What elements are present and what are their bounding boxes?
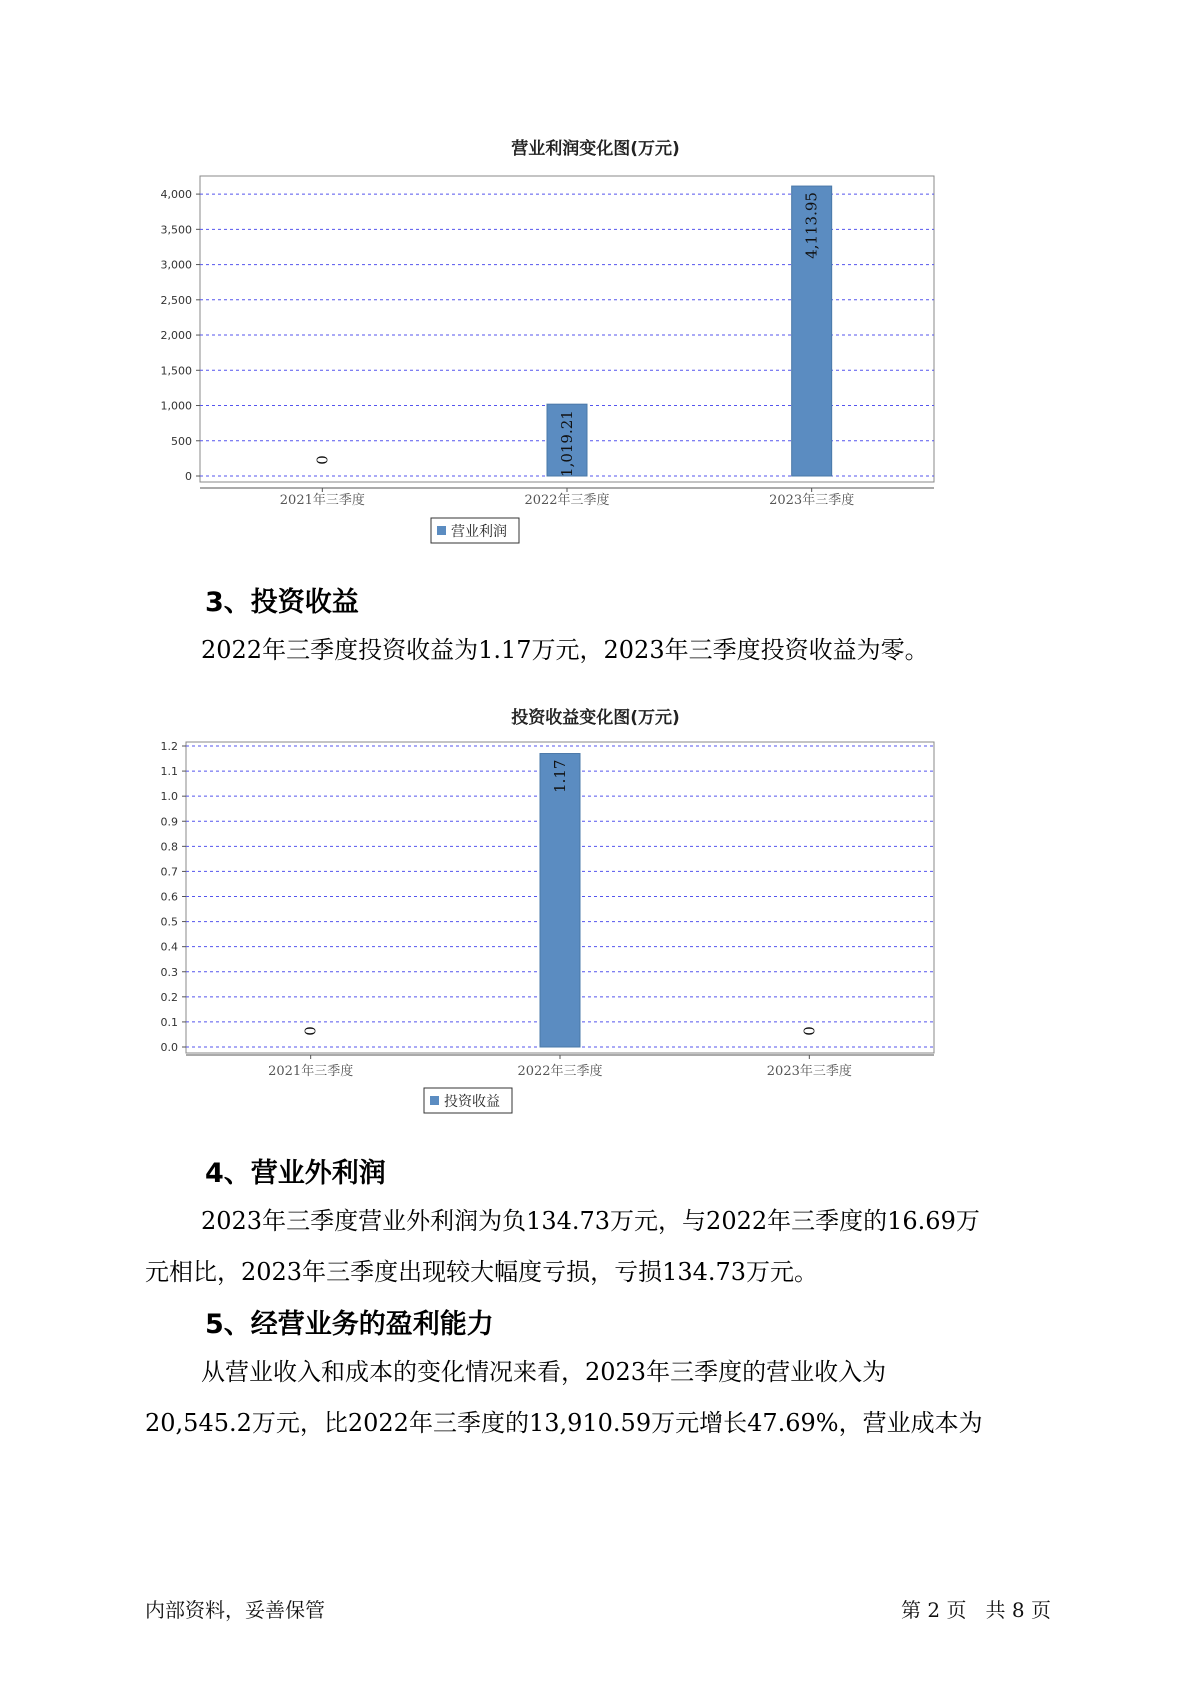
y-tick-label: 0.5: [160, 915, 178, 929]
x-tick-label: 2021年三季度: [279, 493, 365, 508]
y-tick-label: 0.2: [160, 990, 178, 1004]
footer-confidential-note: 内部资料，妥善保管: [145, 1598, 325, 1622]
y-tick-label: 0.8: [160, 840, 178, 854]
y-tick-label: 0.7: [160, 865, 178, 879]
legend-label: 营业利润: [451, 524, 507, 540]
y-tick-label: 3,500: [160, 223, 192, 237]
paragraph-line: 元相比，2023年三季度出现较大幅度亏损，亏损134.73万元。: [145, 1258, 819, 1286]
chart-title-investment-income: 投资收益变化图(万元): [511, 708, 680, 728]
section-3-heading: 3、投资收益: [205, 587, 359, 618]
x-tick-label: 2022年三季度: [517, 1064, 603, 1079]
y-tick-label: 0.4: [160, 940, 178, 954]
paragraph-line: 2022年三季度投资收益为1.17万元，2023年三季度投资收益为零。: [201, 636, 929, 664]
y-tick-label: 500: [171, 434, 192, 448]
y-tick-label: 0.0: [160, 1041, 178, 1054]
y-tick-label: 2,500: [160, 293, 192, 307]
y-tick-label: 1.1: [160, 765, 178, 779]
section-4-paragraph: [145, 1196, 1060, 1298]
y-tick-label: 0: [185, 470, 192, 483]
chart-title-operating-profit: 营业利润变化图(万元): [511, 139, 680, 159]
y-tick-label: 0.9: [160, 815, 178, 829]
y-tick-label: 1,000: [160, 399, 192, 413]
paragraph-line: 20,545.2万元，比2022年三季度的13,910.59万元增长47.69%，营业成本为: [145, 1409, 983, 1437]
operating-profit-chart: [0, 170, 1191, 590]
paragraph-line: 从营业收入和成本的变化情况来看，2023年三季度的营业收入为: [201, 1358, 887, 1386]
investment-income-chart: [0, 740, 1191, 1160]
section-3-paragraph: [145, 625, 1060, 676]
data-label: 0: [301, 1026, 320, 1036]
section-5-heading: 5、经营业务的盈利能力: [205, 1309, 494, 1340]
legend-swatch: [437, 526, 446, 535]
data-label: 0: [800, 1026, 819, 1036]
data-label: 1,019.21: [558, 410, 576, 477]
y-tick-label: 3,000: [160, 258, 192, 272]
legend-label: 投资收益: [444, 1094, 500, 1110]
x-tick-label: 2023年三季度: [769, 493, 855, 508]
section-4-heading: 4、营业外利润: [205, 1158, 386, 1189]
legend: [431, 518, 519, 543]
legend-swatch: [430, 1096, 439, 1105]
data-label: 0: [313, 455, 332, 465]
footer-page-number: 第 2 页 共 8 页: [901, 1598, 1051, 1622]
section-5-paragraph: [145, 1347, 1060, 1449]
y-tick-label: 2,000: [160, 329, 192, 343]
y-tick-label: 1,500: [160, 364, 192, 378]
legend: [424, 1088, 512, 1113]
y-tick-label: 0.6: [160, 890, 178, 904]
y-tick-label: 1.0: [160, 790, 178, 804]
paragraph-line: 2023年三季度营业外利润为负134.73万元，与2022年三季度的16.69万: [201, 1207, 980, 1235]
x-tick-label: 2021年三季度: [268, 1064, 354, 1079]
y-tick-label: 4,000: [160, 188, 192, 202]
data-label: 4,113.95: [802, 192, 821, 259]
bar: [540, 754, 580, 1047]
y-tick-label: 1.2: [160, 740, 178, 753]
x-tick-label: 2023年三季度: [766, 1064, 852, 1079]
data-label: 1.17: [551, 759, 569, 793]
y-tick-label: 0.3: [160, 965, 178, 979]
y-tick-label: 0.1: [160, 1015, 178, 1029]
x-tick-label: 2022年三季度: [524, 493, 610, 508]
